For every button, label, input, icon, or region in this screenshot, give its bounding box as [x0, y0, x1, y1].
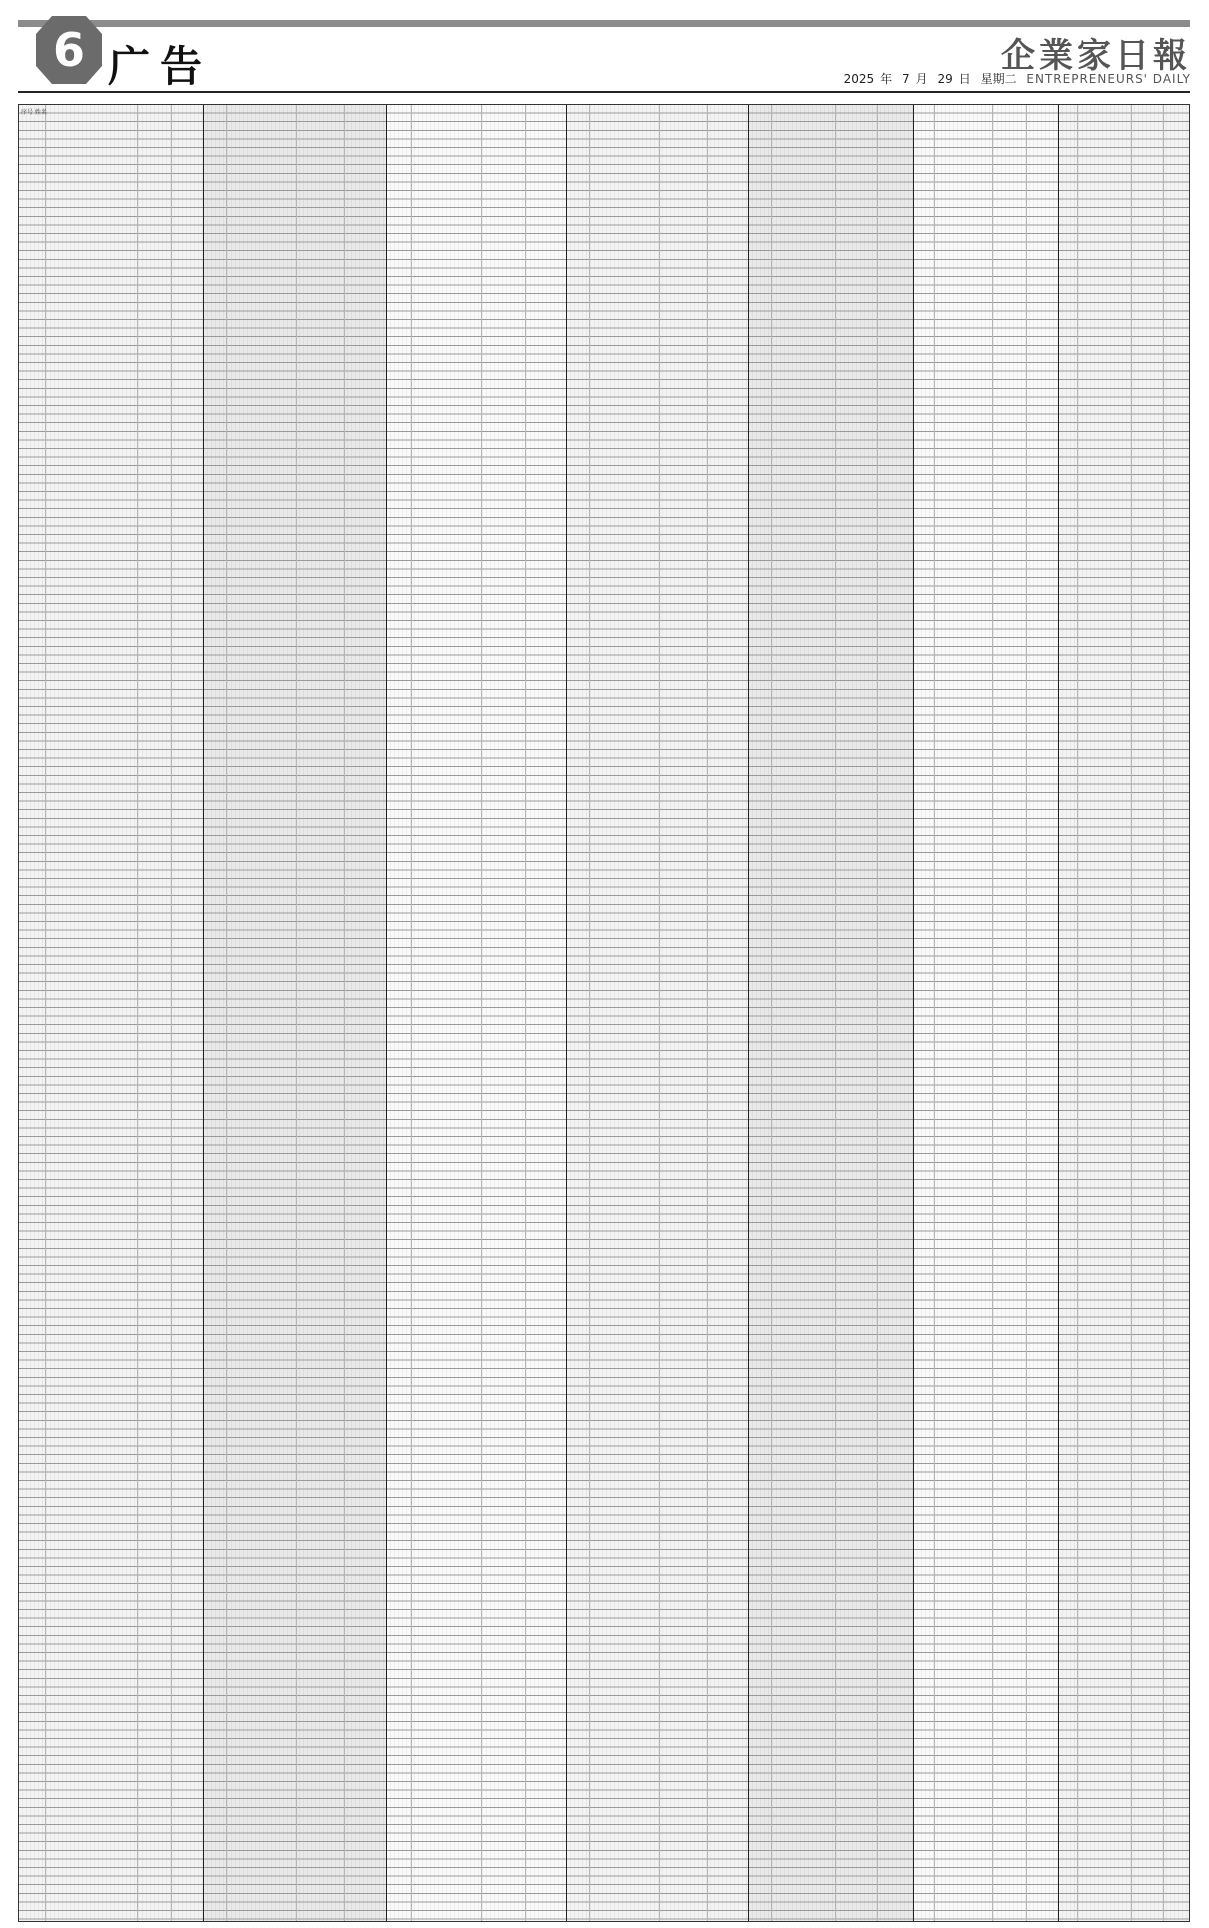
notice-rows — [567, 105, 748, 1921]
notice-rows — [387, 105, 566, 1921]
notice-rows — [19, 105, 203, 1921]
date-year-unit: 年 — [880, 72, 893, 86]
notice-column — [914, 105, 1059, 1921]
section-title: 广告 — [108, 42, 213, 91]
notice-table — [18, 104, 1190, 1922]
notice-column — [567, 105, 749, 1921]
date-month: 7 — [901, 72, 910, 86]
masthead — [0, 0, 1209, 96]
notice-column — [1059, 105, 1190, 1921]
top-rule — [18, 20, 1190, 27]
date-year: 2025 — [843, 72, 875, 86]
notice-rows — [749, 105, 913, 1921]
masthead-rule — [18, 91, 1190, 93]
paper-name-en: ENTREPRENEURS' DAILY — [1026, 72, 1191, 86]
notice-column — [387, 105, 567, 1921]
notice-column — [749, 105, 914, 1921]
weekday: 星期二 — [980, 72, 1017, 86]
notice-rows — [204, 105, 386, 1921]
dateline — [838, 70, 1191, 87]
date-day: 29 — [937, 72, 953, 86]
page-number: 6 — [52, 23, 85, 77]
date-day-unit: 日 — [958, 72, 971, 86]
notice-rows — [914, 105, 1058, 1921]
notice-column — [19, 105, 204, 1921]
date-month-unit: 月 — [915, 72, 928, 86]
notice-rows — [1059, 105, 1190, 1921]
paper-name-logo: 企業家日報 — [1001, 36, 1191, 76]
column-header: 序号 姓名 — [21, 109, 47, 116]
notice-column — [204, 105, 387, 1921]
